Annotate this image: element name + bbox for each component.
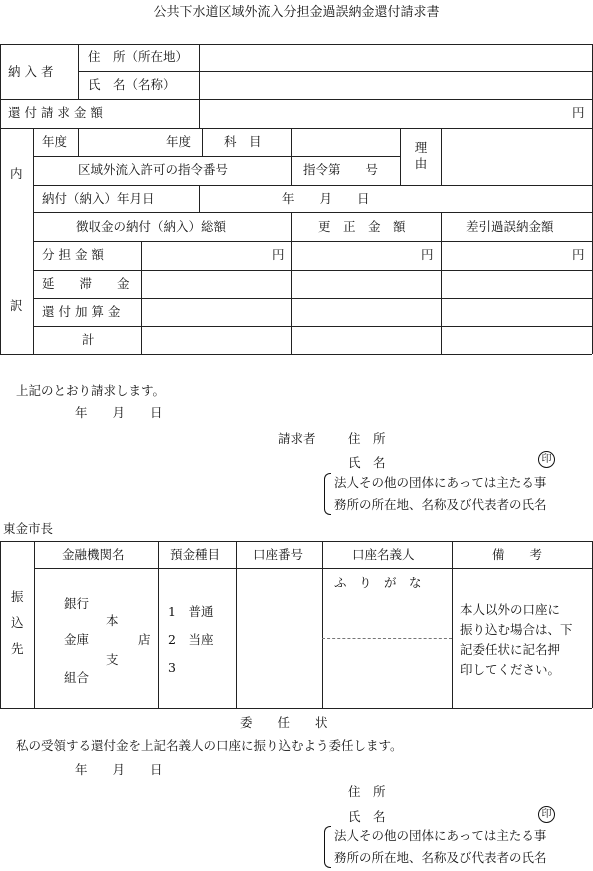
transfer-side-char: 込	[11, 615, 24, 630]
delegator-name-label: 氏 名	[348, 809, 386, 824]
request-date-field[interactable]: 年 月 日	[75, 405, 163, 420]
requester-name-label: 氏 名	[348, 455, 386, 470]
delegation-statement: 私の受領する還付金を上記名義人の口座に振り込むよう委任します。	[16, 738, 403, 753]
account-holder-field[interactable]	[323, 640, 451, 707]
header-institution: 金融機関名	[62, 547, 125, 562]
remark-line: 記委任状に記名押	[460, 642, 561, 657]
row-label-contribution: 分 担 金 額	[42, 247, 104, 262]
bank-type-shinkin: 金庫	[64, 632, 90, 647]
deposit-option-current[interactable]: 2 当座	[168, 632, 214, 647]
bank-type-bank: 銀行	[64, 596, 90, 611]
order-number-label: 指令第 号	[303, 162, 379, 177]
row-label-refund-addition: 還 付 加 算 金	[42, 304, 121, 319]
payment-date-field[interactable]: 年 月 日	[282, 191, 370, 206]
breakdown-side-top: 内	[10, 166, 23, 181]
permit-number-label: 区域外流入許可の指令番号	[78, 162, 229, 177]
corporate-note-line2: 務所の所在地、名称及び代表者の氏名	[334, 497, 547, 512]
fiscal-year-label: 年度	[42, 134, 68, 149]
payment-date-label: 納付（納入）年月日	[42, 191, 155, 206]
row-label-total: 計	[82, 332, 95, 347]
col-corrected-header: 更 正 金 額	[318, 219, 406, 234]
branch-type-main: 本	[106, 613, 119, 628]
item-label: 科 目	[224, 134, 262, 149]
transfer-side-char: 先	[11, 641, 24, 656]
remark-line: 本人以外の口座に	[460, 602, 561, 617]
payer-heading: 納 入 者	[8, 64, 54, 79]
requester-address-label: 住 所	[348, 431, 386, 446]
deposit-option-other[interactable]: 3	[168, 660, 176, 675]
branch-type-store: 店	[138, 632, 151, 647]
requester-label: 請求者	[278, 431, 316, 446]
corporate-note-line1: 法人その他の団体にあっては主たる事	[334, 475, 547, 490]
reason-label: 理由	[414, 140, 428, 171]
yen-unit: 円	[421, 247, 434, 262]
bank-type-union: 組合	[64, 670, 90, 685]
yen-unit: 円	[572, 105, 585, 120]
yen-unit: 円	[272, 247, 285, 262]
remark-line: 振り込む場合は、下	[460, 622, 573, 637]
fiscal-year-suffix: 年度	[166, 134, 192, 149]
seal-icon: 印	[538, 806, 555, 823]
document-title: 公共下水道区域外流入分担金過誤納金還付請求書	[153, 5, 440, 20]
delegation-note-line2: 務所の所在地、名称及び代表者の氏名	[334, 850, 547, 865]
yen-unit: 円	[572, 247, 585, 262]
delegation-date-field[interactable]: 年 月 日	[75, 762, 163, 777]
row-label-late-fee: 延 滞 金	[42, 276, 130, 291]
header-remarks: 備 考	[492, 547, 543, 562]
transfer-side-char: 振	[11, 589, 24, 604]
request-statement: 上記のとおり請求します。	[16, 383, 166, 398]
bracket-icon	[324, 826, 331, 868]
col-difference-header: 差引過誤納金額	[466, 219, 554, 234]
account-number-field[interactable]	[237, 569, 321, 707]
branch-type-branch: 支	[106, 652, 119, 667]
addressee: 東金市長	[3, 521, 54, 536]
header-deposit-type: 預金種目	[170, 547, 221, 562]
remark-line: 印してください。	[460, 662, 561, 677]
refund-amount-label: 還 付 請 求 金 額	[8, 105, 103, 120]
address-label: 住 所（所在地）	[88, 49, 189, 64]
header-account-number: 口座番号	[253, 547, 304, 562]
delegation-note-line1: 法人その他の団体にあっては主たる事	[334, 828, 547, 843]
breakdown-side-bottom: 訳	[10, 298, 23, 313]
header-account-holder: 口座名義人	[352, 547, 415, 562]
delegator-address-label: 住 所	[348, 784, 386, 799]
furigana-field[interactable]	[323, 592, 451, 637]
deposit-option-ordinary[interactable]: 1 普通	[168, 604, 214, 619]
name-label: 氏 名（名称）	[88, 77, 176, 92]
delegation-title: 委 任 状	[240, 715, 328, 730]
furigana-label: ふ り が な	[334, 575, 422, 590]
seal-icon: 印	[538, 451, 555, 468]
col-total-header: 徴収金の納付（納入）総額	[76, 219, 227, 234]
